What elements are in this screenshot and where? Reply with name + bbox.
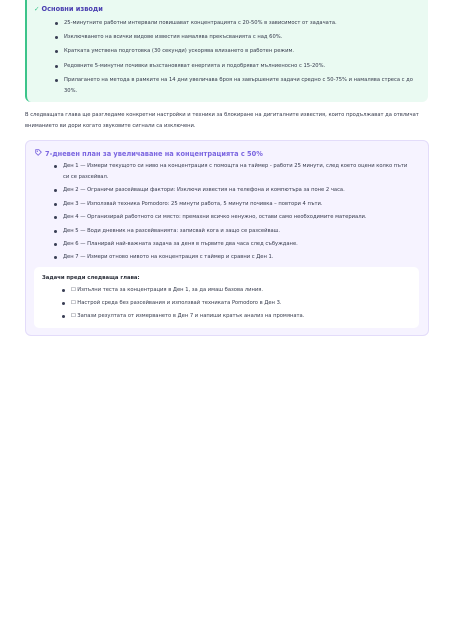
- list-item: Редовните 5-минутни почивки възстановяват енергията и подобряват мълниеносно с 15-20%.: [55, 61, 417, 72]
- next-chapter-paragraph: В следващата глава ще разгледаме конкретни настройки и техники за блокиране на дигиталните известия, които продължават да отвличат вниманието ви дори когато звуковите сигнали са изключени.: [25, 112, 419, 129]
- list-item: Ден 6 — Планирай най-важната задача за деня в първите два часа след събуждане.: [54, 239, 414, 250]
- list-item: Ден 1 — Измери текущото си ниво на концентрация с помощта на таймер - работи 25 минути, след което оцени колко пъти си се разсейвал.: [54, 161, 414, 183]
- takeaways-title: [34, 5, 103, 13]
- takeaways-title-text: Основни изводи: [41, 5, 103, 13]
- check-icon: ✓: [34, 5, 40, 13]
- list-item: Кратката умствена подготовка (30 секунди) ускорява влизането в работен режим.: [55, 46, 417, 57]
- takeaways-list: [55, 18, 417, 100]
- list-item: Прилагането на метода в рамките на 14 дни увеличава броя на завършените задачи средно с 50-75% и намалява стреса с до 30%.: [55, 75, 417, 97]
- seven-day-plan-box: [25, 140, 429, 336]
- list-item: Ден 5 — Води дневник на разсейванията: записвай кога и защо се разсейваш.: [54, 226, 414, 237]
- list-item: Ден 7 — Измери отново нивото на концентрация с таймер и сравни с Ден 1.: [54, 252, 414, 263]
- task-item[interactable]: ☐ Изпълни теста за концентрация в Ден 1, за да имаш базова линия.: [62, 285, 402, 296]
- task-item[interactable]: ☐ Настрой среда без разсейвания и използвай техниката Pomodoro в Ден 3.: [62, 298, 402, 309]
- plan-list: [54, 161, 414, 266]
- tasks-list: [62, 285, 402, 325]
- list-item: Изключването на всички видове известия намалява прекъсванията с над 60%.: [55, 32, 417, 43]
- plan-title-text: 7-дневен план за увеличаване на концентрацията с 50%: [45, 150, 263, 158]
- list-item: Ден 3 — Използвай техника Pomodoro: 25 минути работа, 5 минути почивка – повтори 4 пъти.: [54, 199, 414, 210]
- tasks-card: [34, 267, 419, 328]
- list-item: Ден 2 — Ограничи разсейващи фактори: Изключи известия на телефона и компютъра за поне 2 часа.: [54, 185, 414, 196]
- task-item[interactable]: ☐ Запази резултата от измерването в Ден 7 и напиши кратък анализ на промяната.: [62, 311, 402, 322]
- key-takeaways-box: [25, 0, 428, 102]
- plan-title: [35, 149, 263, 158]
- tag-icon: [35, 149, 42, 158]
- list-item: Ден 4 — Организирай работното си място: премахни всичко ненужно, остави само необходимите материали.: [54, 212, 414, 223]
- list-item: 25-минутните работни интервали повишават концентрацията с 20-50% в зависимост от задачата.: [55, 18, 417, 29]
- tasks-heading: Задачи преди следваща глава:: [42, 275, 140, 281]
